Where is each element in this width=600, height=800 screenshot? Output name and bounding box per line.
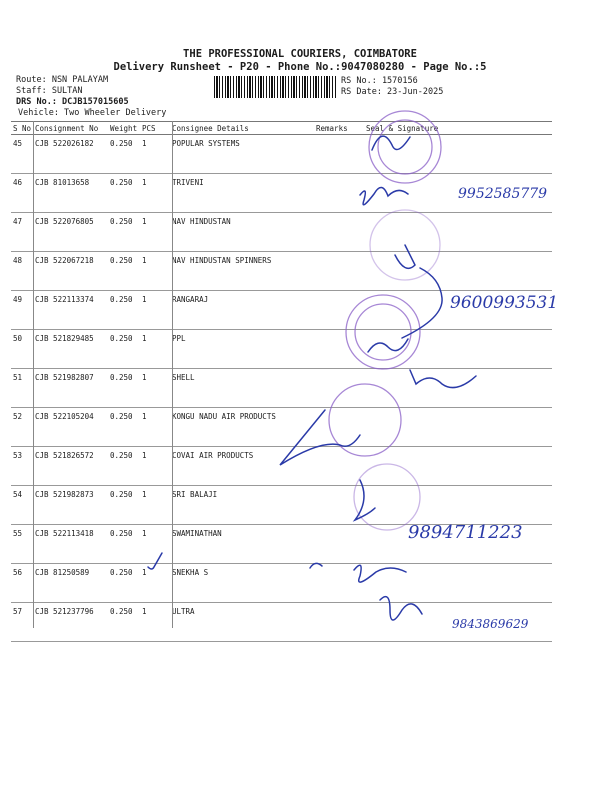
staff-label: Staff: SULTAN <box>16 86 83 96</box>
cell-consignment: CJB 521829485 <box>33 330 108 369</box>
cell-consignee: NAV HINDUSTAN SPINNERS <box>170 252 314 291</box>
cell-weight: 0.250 <box>108 291 140 330</box>
cell-remarks <box>314 330 364 369</box>
cell-remarks <box>314 252 364 291</box>
table-row <box>11 252 552 291</box>
table-row <box>11 603 552 642</box>
runsheet-table <box>11 121 552 642</box>
vehicle-label: Vehicle: Two Wheeler Delivery <box>18 108 167 118</box>
cell-consignment: CJB 521982873 <box>33 486 108 525</box>
cell-sno: 56 <box>11 564 33 603</box>
col-consignee: Consignee Details <box>170 122 314 135</box>
col-sno: S No <box>13 123 32 133</box>
cell-signature <box>364 135 552 174</box>
cell-remarks <box>314 603 364 642</box>
cell-consignment: CJB 521826572 <box>33 447 108 486</box>
cell-signature <box>364 408 552 447</box>
company-title: THE PROFESSIONAL COURIERS, COIMBATORE <box>183 48 417 60</box>
table-row <box>11 330 552 369</box>
cell-pcs: 1 <box>140 486 170 525</box>
cell-pcs: 1 <box>140 447 170 486</box>
cell-sno: 51 <box>11 369 33 408</box>
cell-remarks <box>314 486 364 525</box>
cell-weight: 0.250 <box>108 603 140 642</box>
cell-pcs: 1 <box>140 135 170 174</box>
cell-signature <box>364 330 552 369</box>
cell-consignment: CJB 81013658 <box>33 174 108 213</box>
cell-pcs: 1 <box>140 564 170 603</box>
cell-signature <box>364 369 552 408</box>
col-pcs: PCS <box>140 122 170 135</box>
col-weight: Weight <box>108 122 140 135</box>
cell-sno: 52 <box>11 408 33 447</box>
table-row <box>11 525 552 564</box>
cell-signature <box>364 603 552 642</box>
barcode-image <box>214 76 336 98</box>
table-row <box>11 174 552 213</box>
cell-pcs: 1 <box>140 291 170 330</box>
cell-consignment: CJB 522067218 <box>33 252 108 291</box>
cell-consignee: POPULAR SYSTEMS <box>170 135 314 174</box>
cell-consignment: CJB 81250589 <box>33 564 108 603</box>
table-row <box>11 447 552 486</box>
cell-pcs: 1 <box>140 330 170 369</box>
cell-remarks <box>314 408 364 447</box>
handwritten-phone: 9894711223 <box>408 522 523 543</box>
cell-weight: 0.250 <box>108 564 140 603</box>
cell-remarks <box>314 291 364 330</box>
cell-remarks <box>314 447 364 486</box>
cell-consignee: SHELL <box>170 369 314 408</box>
cell-sno: 55 <box>11 525 33 564</box>
cell-sno: 53 <box>11 447 33 486</box>
cell-consignment: CJB 521982807 <box>33 369 108 408</box>
cell-signature <box>364 291 552 330</box>
drs-number: DRS No.: DCJB157015605 <box>16 97 129 107</box>
cell-consignee: KONGU NADU AIR PRODUCTS <box>170 408 314 447</box>
cell-sno: 54 <box>11 486 33 525</box>
rs-number: RS No.: 1570156 <box>341 76 418 86</box>
cell-consignee: ULTRA <box>170 603 314 642</box>
cell-sno: 50 <box>11 330 33 369</box>
cell-consignee: PPL <box>170 330 314 369</box>
cell-pcs: 1 <box>140 408 170 447</box>
runsheet-title: Delivery Runsheet - P20 - Phone No.:9047080280 - Page No.:5 <box>113 61 487 73</box>
cell-signature <box>364 525 552 564</box>
cell-consignee: RANGARAJ <box>170 291 314 330</box>
cell-signature <box>364 252 552 291</box>
cell-weight: 0.250 <box>108 330 140 369</box>
cell-consignment: CJB 522076805 <box>33 213 108 252</box>
cell-consignment: CJB 522113418 <box>33 525 108 564</box>
table-row <box>11 564 552 603</box>
cell-remarks <box>314 369 364 408</box>
cell-weight: 0.250 <box>108 252 140 291</box>
cell-weight: 0.250 <box>108 447 140 486</box>
cell-pcs: 1 <box>140 252 170 291</box>
cell-pcs: 1 <box>140 213 170 252</box>
cell-consignee: SNEKHA S <box>170 564 314 603</box>
cell-weight: 0.250 <box>108 525 140 564</box>
cell-consignee: COVAI AIR PRODUCTS <box>170 447 314 486</box>
cell-sno: 49 <box>11 291 33 330</box>
cell-weight: 0.250 <box>108 369 140 408</box>
cell-pcs: 1 <box>140 174 170 213</box>
table-row <box>11 291 552 330</box>
cell-remarks <box>314 135 364 174</box>
cell-sno: 46 <box>11 174 33 213</box>
cell-sno: 48 <box>11 252 33 291</box>
col-consignment: Consignment No <box>33 122 108 135</box>
cell-consignment: CJB 522026182 <box>33 135 108 174</box>
cell-remarks <box>314 525 364 564</box>
cell-consignment: CJB 521237796 <box>33 603 108 642</box>
cell-sno: 57 <box>11 603 33 642</box>
col-divider <box>33 121 34 628</box>
table-row <box>11 408 552 447</box>
cell-weight: 0.250 <box>108 213 140 252</box>
table-row <box>11 213 552 252</box>
cell-consignment: CJB 522105204 <box>33 408 108 447</box>
handwritten-phone: 9952585779 <box>458 186 548 202</box>
cell-pcs: 1 <box>140 603 170 642</box>
cell-signature <box>364 447 552 486</box>
cell-signature <box>364 564 552 603</box>
col-remarks: Remarks <box>314 122 364 135</box>
cell-consignee: SRI BALAJI <box>170 486 314 525</box>
route-label: Route: NSN PALAYAM <box>16 75 109 85</box>
cell-signature <box>364 213 552 252</box>
table-header-row <box>11 122 552 135</box>
rs-date: RS Date: 23-Jun-2025 <box>341 87 444 97</box>
cell-remarks <box>314 213 364 252</box>
cell-remarks <box>314 564 364 603</box>
cell-weight: 0.250 <box>108 174 140 213</box>
cell-weight: 0.250 <box>108 486 140 525</box>
cell-signature <box>364 486 552 525</box>
table-row <box>11 486 552 525</box>
table-row <box>11 135 552 174</box>
cell-consignee: TRIVENI <box>170 174 314 213</box>
cell-sno: 47 <box>11 213 33 252</box>
cell-weight: 0.250 <box>108 408 140 447</box>
handwritten-phone: 9843869629 <box>452 617 529 631</box>
cell-pcs: 1 <box>140 525 170 564</box>
cell-consignment: CJB 522113374 <box>33 291 108 330</box>
handwritten-phone: 9600993531 <box>450 293 559 313</box>
cell-consignee: NAV HINDUSTAN <box>170 213 314 252</box>
cell-remarks <box>314 174 364 213</box>
table-row <box>11 369 552 408</box>
cell-signature <box>364 174 552 213</box>
cell-pcs: 1 <box>140 369 170 408</box>
cell-consignee: SWAMINATHAN <box>170 525 314 564</box>
col-divider <box>172 121 173 628</box>
col-signature: Seal & Signature <box>364 122 552 135</box>
cell-sno: 45 <box>11 135 33 174</box>
cell-weight: 0.250 <box>108 135 140 174</box>
